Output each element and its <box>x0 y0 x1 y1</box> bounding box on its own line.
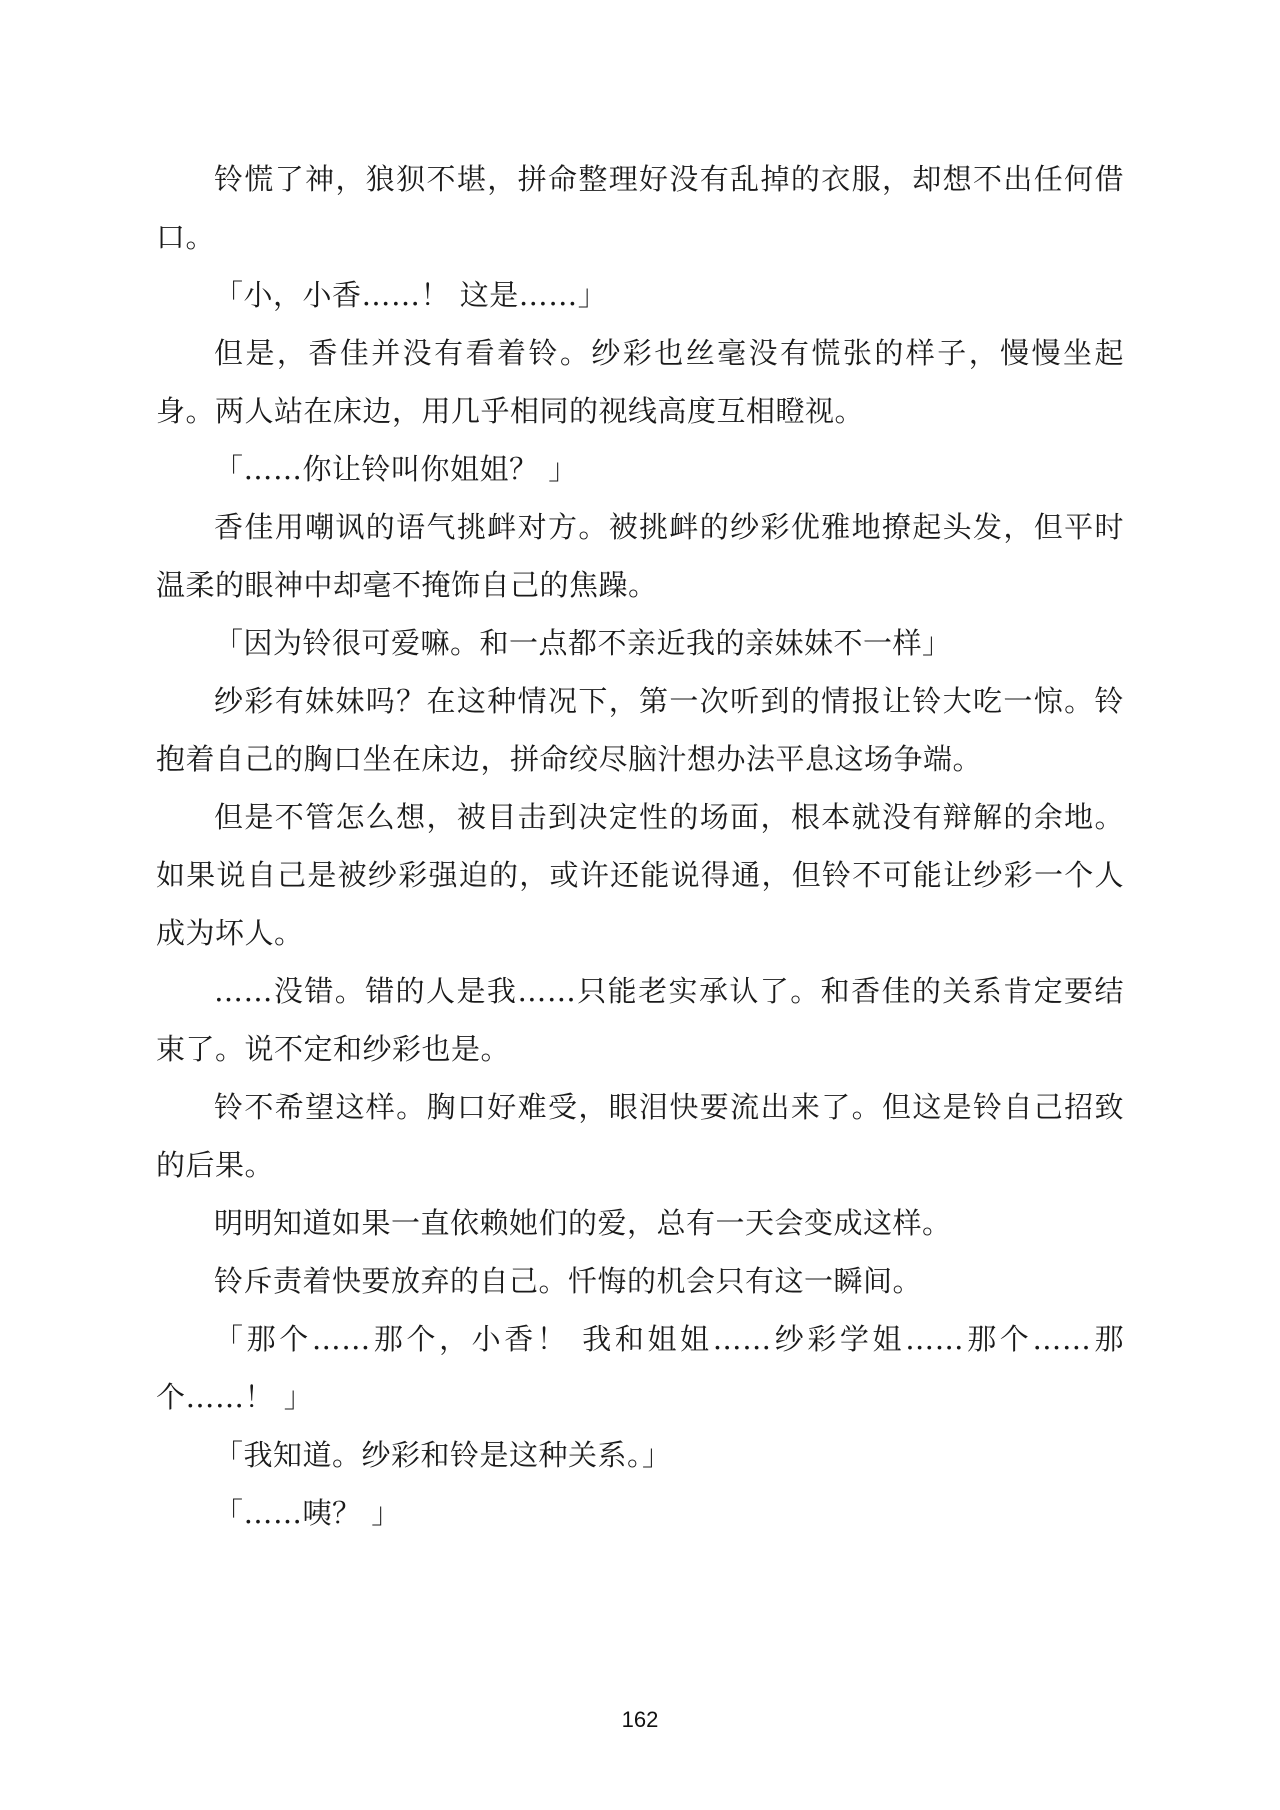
paragraph: 铃不希望这样。胸口好难受，眼泪快要流出来了。但这是铃自己招致的后果。 <box>156 1090 1124 1182</box>
paragraph: 明明知道如果一直依赖她们的爱，总有一天会变成这样。 <box>214 1206 952 1240</box>
paragraph: 但是不管怎么想，被目击到决定性的场面，根本就没有辩解的余地。如果说自己是被纱彩强迫的，或许还能说得通，但铃不可能让纱彩一个人成为坏人。 <box>156 800 1124 950</box>
dialogue-line: 「……咦？ 」 <box>214 1496 401 1530</box>
paragraph: 铃斥责着快要放弃的自己。忏悔的机会只有这一瞬间。 <box>214 1264 923 1298</box>
dialogue-line: 「那个……那个，小香！ 我和姐姐……纱彩学姐……那个……那个……！ 」 <box>156 1322 1124 1414</box>
paragraph: 纱彩有妹妹吗？在这种情况下，第一次听到的情报让铃大吃一惊。铃抱着自己的胸口坐在床边，拼命绞尽脑汁想办法平息这场争端。 <box>156 684 1124 776</box>
dialogue-line: 「……你让铃叫你姐姐？ 」 <box>214 452 578 486</box>
dialogue-line: 「我知道。纱彩和铃是这种关系。」 <box>214 1438 672 1472</box>
paragraph: 香佳用嘲讽的语气挑衅对方。被挑衅的纱彩优雅地撩起头发，但平时温柔的眼神中却毫不掩饰自己的焦躁。 <box>156 510 1124 602</box>
paragraph: ……没错。错的人是我……只能老实承认了。和香佳的关系肯定要结束了。说不定和纱彩也是。 <box>156 974 1124 1066</box>
dialogue-line: 「小，小香……！ 这是……」 <box>214 278 608 312</box>
paragraph: 但是，香佳并没有看着铃。纱彩也丝毫没有慌张的样子，慢慢坐起身。两人站在床边，用几乎相同的视线高度互相瞪视。 <box>156 336 1124 428</box>
page-number: 162 <box>621 1707 659 1732</box>
dialogue-line: 「因为铃很可爱嘛。和一点都不亲近我的亲妹妹不一样」 <box>214 626 952 660</box>
page-body <box>156 150 1124 1542</box>
paragraph: 铃慌了神，狼狈不堪，拼命整理好没有乱掉的衣服，却想不出任何借口。 <box>156 162 1124 254</box>
